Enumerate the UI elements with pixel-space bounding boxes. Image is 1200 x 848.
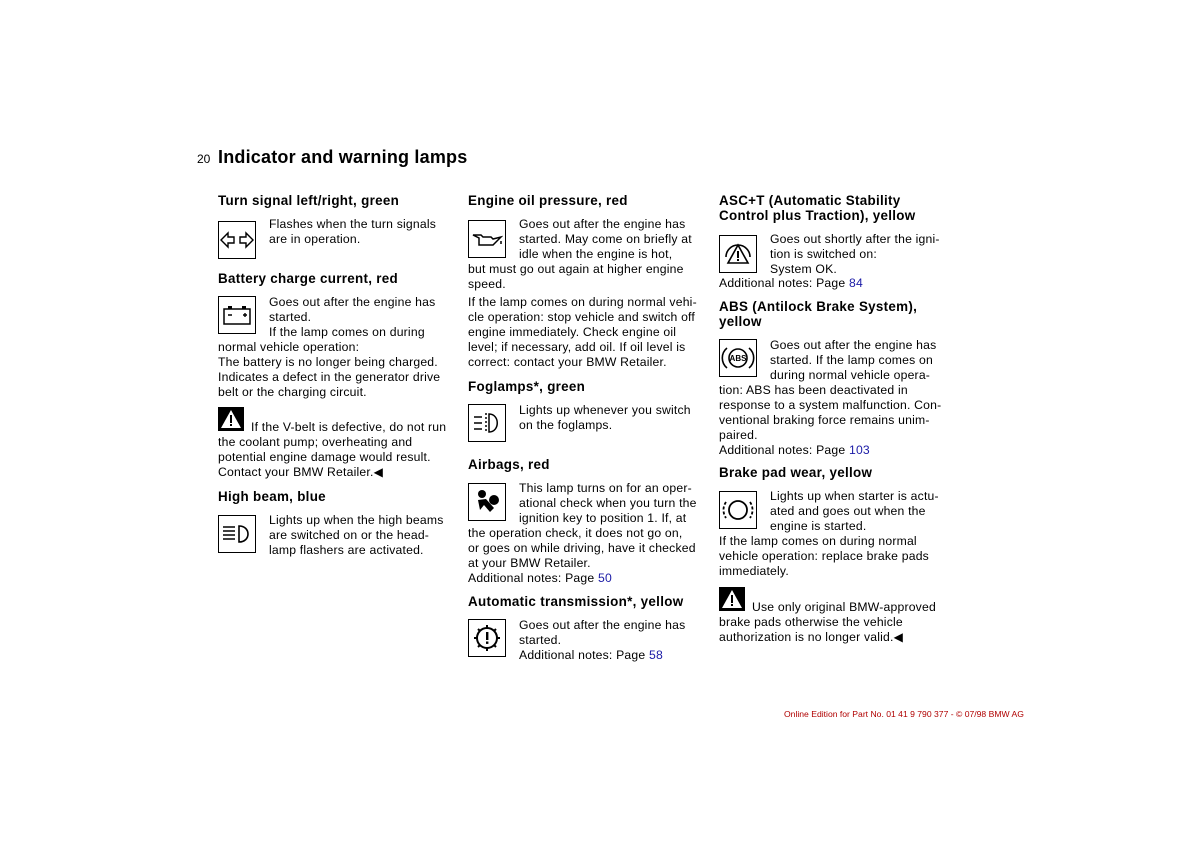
- text-line: Goes out after the engine has: [519, 618, 686, 632]
- page-link[interactable]: 103: [848, 443, 870, 457]
- end-mark: ◀: [373, 465, 384, 479]
- text-line: This lamp turns on for an oper-: [519, 481, 692, 495]
- section-heading: ABS (Antilock Brake System),: [719, 299, 918, 314]
- text-line: Use only original BMW-approved: [752, 600, 936, 614]
- text-line: started.: [519, 633, 562, 647]
- section-heading: Engine oil pressure, red: [468, 193, 628, 208]
- transmission-gear-icon: [468, 619, 506, 657]
- text-line: Goes out after the engine has: [269, 295, 436, 309]
- notes-line: Additional notes: Page 58: [519, 648, 663, 662]
- text-line: tion: ABS has been deactivated in: [719, 383, 908, 397]
- abs-icon: [719, 339, 757, 377]
- section-heading: Control plus Traction), yellow: [719, 208, 916, 223]
- text-line: cle operation: stop vehicle and switch off: [468, 310, 696, 324]
- warning-triangle-icon: [719, 587, 745, 611]
- text-line: ational check when you turn the: [519, 496, 697, 510]
- text-line: brake pads otherwise the vehicle: [719, 615, 903, 629]
- section-high-beam: [218, 489, 463, 557]
- text-line: potential engine damage would result.: [218, 450, 431, 464]
- text-line: Contact your BMW Retailer.◀: [218, 465, 384, 479]
- text-line: or goes on while driving, have it checked: [468, 541, 696, 555]
- text-line: normal vehicle operation:: [218, 340, 360, 354]
- text-line: Flashes when the turn signals: [269, 217, 437, 231]
- section-heading: Automatic transmission*, yellow: [468, 594, 684, 609]
- text-line: If the lamp comes on during: [269, 325, 425, 339]
- section-foglamps: [468, 379, 713, 432]
- page-link[interactable]: 84: [848, 276, 863, 290]
- section-heading: Battery charge current, red: [218, 271, 399, 286]
- text-line: ignition key to position 1. If, at: [519, 511, 687, 525]
- text-line: correct: contact your BMW Retailer.: [468, 355, 667, 369]
- section-heading: Turn signal left/right, green: [218, 193, 400, 208]
- text-line: Goes out shortly after the igni-: [770, 232, 940, 246]
- text-line: authorization is no longer valid.◀: [719, 630, 904, 644]
- abs-icon-label: ABS: [729, 353, 747, 363]
- footer-edition-note: Online Edition for Part No. 01 41 9 790 377 - © 07/98 BMW AG: [784, 709, 1024, 719]
- text-line: the coolant pump; overheating and: [218, 435, 413, 449]
- high-beam-icon: [218, 515, 256, 553]
- text-line: during normal vehicle opera-: [770, 368, 931, 382]
- notes-line: Additional notes: Page 103: [719, 443, 870, 457]
- page-number: 20: [197, 152, 211, 166]
- text-line: Goes out after the engine has: [770, 338, 937, 352]
- text-line: If the lamp comes on during normal: [719, 534, 917, 548]
- section-heading: Airbags, red: [468, 457, 550, 472]
- warning-triangle-icon: [218, 407, 244, 431]
- page-link[interactable]: 50: [597, 571, 612, 585]
- text-line: but must go out again at higher engine: [468, 262, 684, 276]
- text-line: at your BMW Retailer.: [468, 556, 591, 570]
- section-heading: Foglamps*, green: [468, 379, 586, 394]
- text-line: belt or the charging circuit.: [218, 385, 367, 399]
- text-line: tion is switched on:: [770, 247, 877, 261]
- asc-triangle-icon: [719, 235, 757, 273]
- section-turn-signal: [218, 193, 463, 246]
- text-line: Indicates a defect in the generator drive: [218, 370, 441, 384]
- text-line: The battery is no longer being charged.: [218, 355, 438, 369]
- notes-line: Additional notes: Page 50: [468, 571, 612, 585]
- text-line: paired.: [719, 428, 758, 442]
- page-link[interactable]: 58: [648, 648, 663, 662]
- text-line: System OK.: [770, 262, 838, 276]
- section-asc-t: [719, 193, 964, 290]
- end-mark: ◀: [893, 630, 904, 644]
- section-heading: yellow: [719, 314, 762, 329]
- text-line: ated and goes out when the: [770, 504, 926, 518]
- text-line: on the foglamps.: [519, 418, 613, 432]
- section-battery: [218, 271, 463, 399]
- text-line: started. If the lamp comes on: [770, 353, 933, 367]
- text-line: started.: [269, 310, 312, 324]
- text-line: idle when the engine is hot,: [519, 247, 673, 261]
- section-heading: Brake pad wear, yellow: [719, 465, 873, 480]
- foglamp-icon: [468, 404, 506, 442]
- battery-icon: [218, 296, 256, 334]
- section-heading: High beam, blue: [218, 489, 326, 504]
- text-line: Lights up whenever you switch: [519, 403, 691, 417]
- text-line: Lights up when the high beams: [269, 513, 444, 527]
- oil-can-icon: [468, 220, 506, 258]
- turn-signal-arrows-icon: [218, 221, 256, 259]
- text-line: are switched on or the head-: [269, 528, 430, 542]
- text-line: immediately.: [719, 564, 789, 578]
- section-brake-pad-wear: [719, 465, 964, 578]
- text-line: vehicle operation: replace brake pads: [719, 549, 929, 563]
- text-line: started. May come on briefly at: [519, 232, 692, 246]
- section-automatic-transmission: [468, 594, 713, 662]
- brake-pad-icon: [719, 491, 757, 529]
- section-engine-oil: [468, 193, 713, 369]
- text-line: lamp flashers are activated.: [269, 543, 424, 557]
- page-title: Indicator and warning lamps: [218, 147, 468, 167]
- text-line: engine is started.: [770, 519, 867, 533]
- section-abs: [719, 299, 964, 457]
- text-line: engine immediately. Check engine oil: [468, 325, 677, 339]
- text-line: If the V-belt is defective, do not run: [251, 420, 447, 434]
- text-line: If the lamp comes on during normal vehi-: [468, 295, 697, 309]
- text-line: ventional braking force remains unim-: [719, 413, 930, 427]
- section-airbags: [468, 457, 713, 585]
- text-line: Goes out after the engine has: [519, 217, 686, 231]
- airbag-icon: [468, 483, 506, 521]
- text-line: the operation check, it does not go on,: [468, 526, 683, 540]
- text-line: are in operation.: [269, 232, 361, 246]
- notes-line: Additional notes: Page 84: [719, 276, 863, 290]
- section-heading: ASC+T (Automatic Stability: [719, 193, 901, 208]
- text-line: level; if necessary, add oil. If oil level is: [468, 340, 686, 354]
- text-line: Lights up when starter is actu-: [770, 489, 939, 503]
- text-line: speed.: [468, 277, 506, 291]
- text-line: response to a system malfunction. Con-: [719, 398, 942, 412]
